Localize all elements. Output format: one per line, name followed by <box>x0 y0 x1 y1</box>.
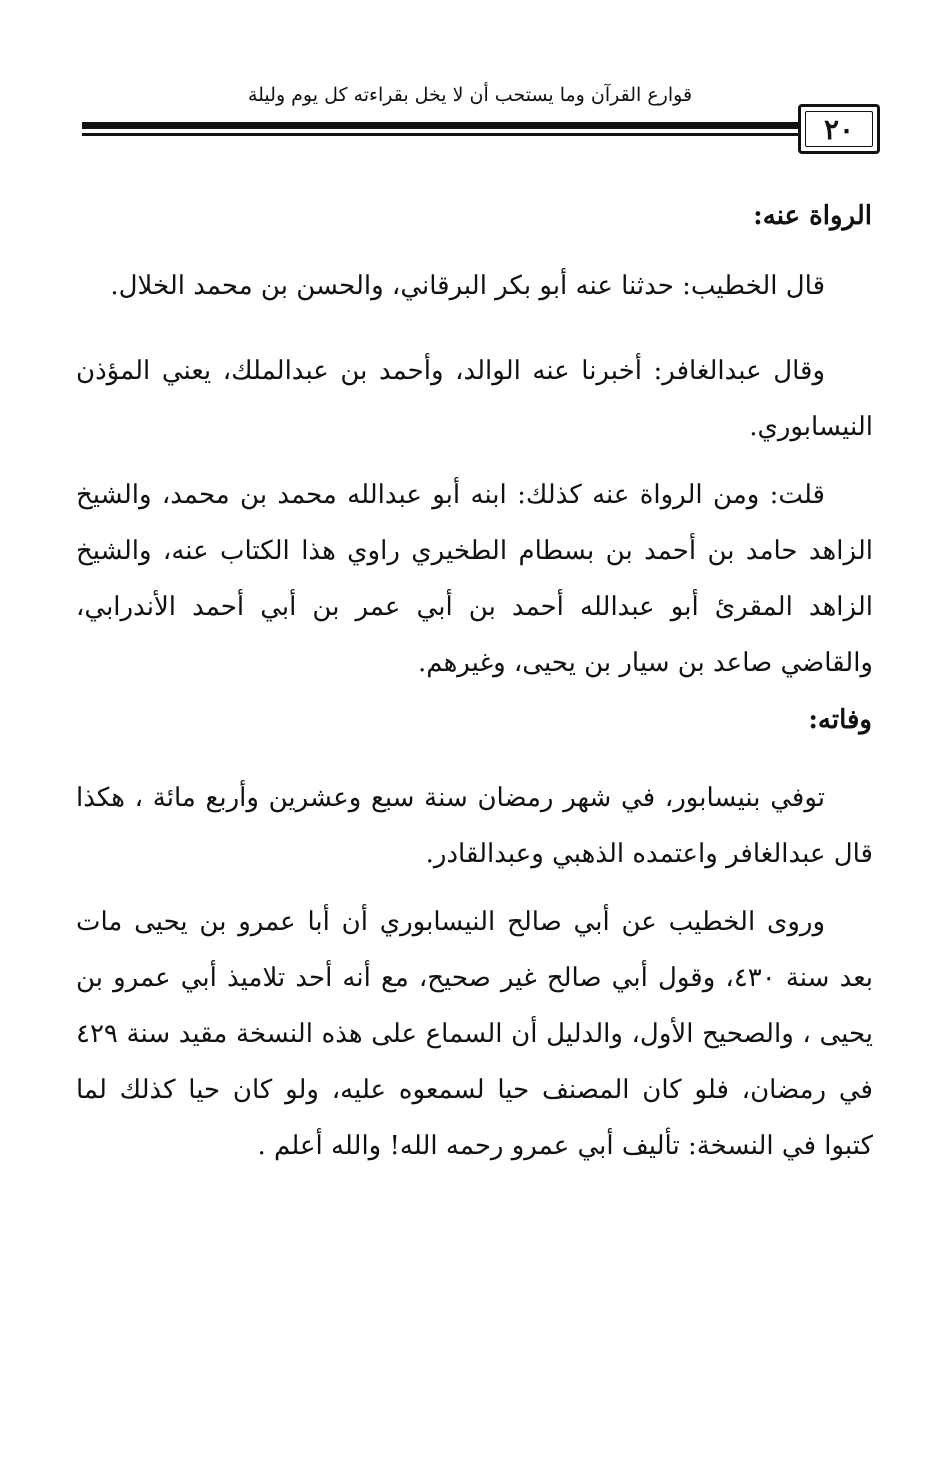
paragraph-1: قال الخطيب: حدثنا عنه أبو بكر البرقاني، والحسن بن محمد الخلال. <box>110 271 825 301</box>
paragraph-5: وروى الخطيب عن أبي صالح النيسابوري أن أبا عمرو بن يحيى مات بعد سنة ٤٣٠، وقول أبي صالح غير صحيح، مع أنه أحد تلاميذ أبي عمرو بن يحيى ، والصحيح الأول، والدليل أن السماع على هذه النسخة مقيد سنة ٤٢٩ في رمضان، فلو كان المصنف حيا لسمعوه عليه، ولو كان حيا كذلك لما كتبوا في النسخة: تأليف أبي عمرو رحمه الله! والله أعلم . <box>76 907 874 1161</box>
header-rule <box>82 122 802 138</box>
paragraph-4: توفي بنيسابور، في شهر رمضان سنة سبع وعشرين وأربع مائة ، هكذا قال عبدالغافر واعتمده الذهبي وعبدالقادر. <box>76 783 873 869</box>
header-rule-thick <box>82 122 802 129</box>
paragraph-3: قلت: ومن الرواة عنه كذلك: ابنه أبو عبدالله محمد بن محمد، والشيخ الزاهد حامد بن أحمد بن بسطام الطخيري راوي هذا الكتاب عنه، والشيخ الزاهد المقرئ أبو عبدالله أحمد بن أبي عمر بن أبي أحمد الأندرابي، والقاضي صاعد بن سيار بن يحيى، وغيرهم. <box>76 480 873 678</box>
section-heading-narrators: الرواة عنه: <box>753 201 872 231</box>
page-number <box>798 104 880 154</box>
paragraph-2: وقال عبدالغافر: أخبرنا عنه الوالد، وأحمد بن عبدالملك، يعني المؤذن النيسابوري. <box>76 356 873 442</box>
running-header-title: قوارع القرآن وما يستحب أن لا يخل بقراءته كل يوم وليلة <box>247 84 693 106</box>
page-number-text: ٢٠ <box>823 112 855 146</box>
section-heading-death: وفاته: <box>808 705 872 735</box>
header-rule-thin <box>82 133 802 136</box>
